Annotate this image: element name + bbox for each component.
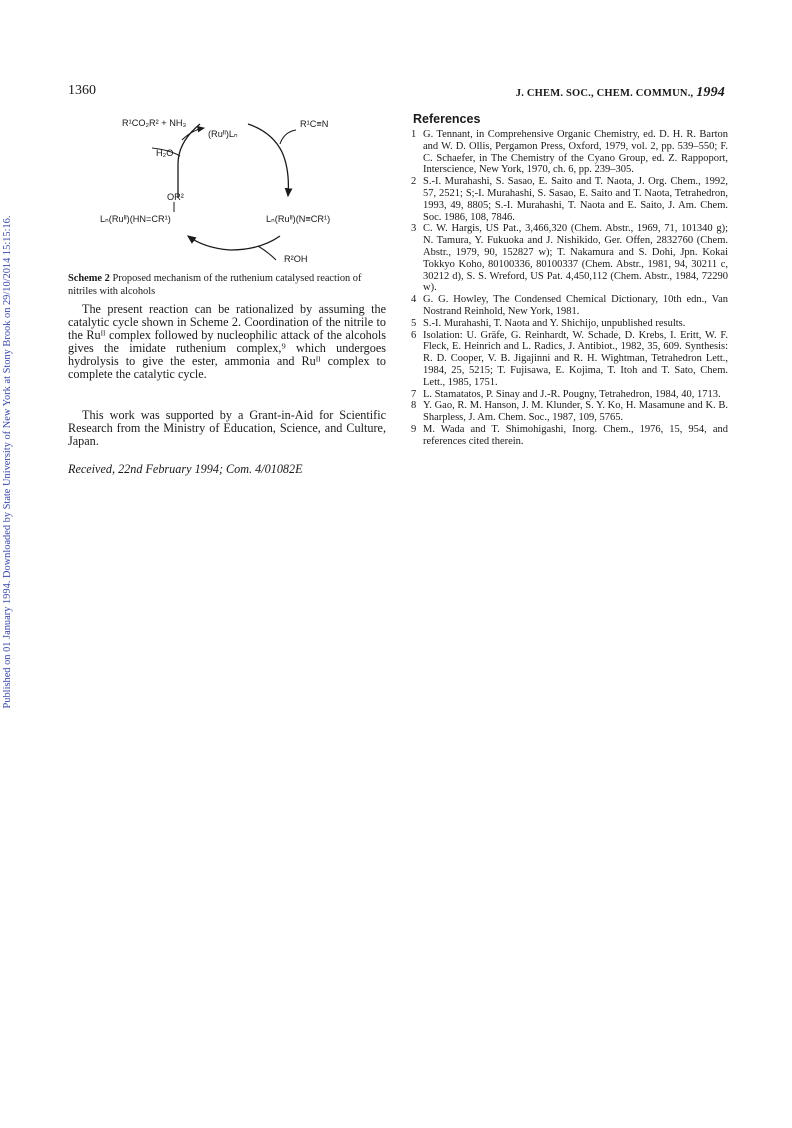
caption-text: Proposed mechanism of the ruthenium catalysed reaction of nitriles with alcohols [68, 273, 362, 297]
reference-text: L. Stamatatos, P. Sinay and J.-R. Pougny, Tetrahedron, 1984, 40, 1713. [423, 388, 721, 400]
journal-header [502, 85, 725, 101]
references-list [411, 129, 728, 448]
ester-ammonia-label: R¹CO₂R² + NH₃ [122, 118, 187, 128]
reference-text: Isolation: U. Gräfe, G. Reinhardt, W. Schade, D. Krebs, I. Eritt, W. F. Fleck, E. Heinrich and L. Radics, J. Antibiot., 1982, 35, 609. Synthesis: R. D. Cooper, V. B. Jigajinni and R. H. Wightman, Tetrahedron Lett., 1984, 25, 5215; T. Fujisawa, E. Kojima, T. Itoh and T. Sato, Chem. Lett., 1985, 1751. [423, 329, 728, 388]
journal-name: J. CHEM. SOC., CHEM. COMMUN., [515, 88, 694, 99]
reference-text: C. W. Hargis, US Pat., 3,466,320 (Chem. Abstr., 1969, 71, 101340 g); N. Tamura, Y. Fukuoka and J. Nishikido, Ger. Offen, 2832760 (Chem. Abstr., 1979, 90, 152827 w); T. Nakamura and S. Dohi, Jpn. Kokai Tokkyo Koho, 80100336, 80100337 (Chem. Abstr., 1981, 94, 30211 c, 30212 d), S. S. Wreford, US Pat. 4,450,112 (Chem. Abstr., 1984, 72290 w). [423, 223, 728, 294]
received-line: Received, 22nd February 1994; Com. 4/01082E [68, 462, 303, 476]
reference-text: S.-I. Murahashi, S. Sasao, E. Saito and T. Naota, J. Org. Chem., 1992, 57, 2521; S;-I. Murahashi, S. Sasao, E. Saito and T. Naota, Tetrahedron, 1993, 49, 8805; S.-I. Murahashi, T. Naota and E. Saito, J. Am. Chem. Soc. 1986, 108, 7846. [423, 176, 728, 223]
download-notice: Published on 01 January 1994. Downloaded by State University of New York at Stony Brook on 29/10/2014 15:15:16. [2, 215, 13, 709]
reference-item [411, 318, 728, 330]
alcohol-label: R²OH [284, 254, 308, 262]
reference-number: 3 [411, 223, 417, 235]
alcohol-in-line [258, 246, 276, 260]
water-label: H₂O [156, 148, 174, 158]
reference-text: G. G. Howley, The Condensed Chemical Dictionary, 10th edn., Van Nostrand Reinhold, New York, 1981. [423, 294, 728, 317]
nitrile-label: R¹C≡N [300, 119, 329, 129]
reference-number: 6 [411, 329, 417, 341]
nitrile-complex-label: Lₙ(Ruᴵᴵ)(N≡CR¹) [266, 214, 331, 224]
or2-label: OR² [167, 192, 184, 202]
reference-text: M. Wada and T. Shimohigashi, Inorg. Chem., 1976, 15, 954, and references cited therein. [423, 423, 728, 447]
catalytic-cycle-diagram [100, 112, 370, 262]
reference-number: 2 [411, 176, 417, 188]
reference-number: 4 [411, 294, 417, 306]
reference-item [411, 294, 728, 318]
reference-number: 5 [411, 317, 417, 329]
reference-item [411, 223, 728, 294]
reference-text: G. Tennant, in Comprehensive Organic Chemistry, ed. D. H. R. Barton and W. D. Ollis, Pergamon Press, Oxford, 1979, vol. 2, pp. 539–550; F. C. Schaefer, in The Chemistry of the Cyano Group, ed. Z. Rappoport, Interscience, New York, 1970, ch. 6, pp. 239–305. [423, 129, 728, 176]
reference-text: S.-I. Murahashi, T. Naota and Y. Shichijo, unpublished results. [423, 317, 686, 329]
scheme-caption [68, 272, 388, 298]
reference-item [411, 176, 728, 223]
reference-number: 7 [411, 388, 417, 400]
journal-year: 1994 [696, 85, 725, 100]
reference-item [411, 400, 728, 424]
catalyst-label: (Ruᴵᴵ)Lₙ [208, 129, 238, 139]
reference-text: Y. Gao, R. M. Hanson, J. M. Klunder, S. Y. Ko, H. Masamune and K. B. Sharpless, J. Am. Chem. Soc., 1987, 109, 5765. [423, 400, 728, 424]
body-paragraph-2: This work was supported by a Grant-in-Aid for Scientific Research from the Ministry of Education, Science, and Culture, Japan. [68, 408, 386, 449]
right-arc-arrow [248, 124, 288, 196]
left-arc [178, 124, 200, 198]
caption-label: Scheme 2 [68, 273, 110, 284]
reference-number: 9 [411, 423, 417, 435]
bottom-arc-arrow [188, 236, 280, 250]
reference-number: 1 [411, 129, 417, 140]
body-paragraph-1: The present reaction can be rationalized by assuming the catalytic cycle shown in Scheme 2. Coordination of the nitrile to the Ruᴵᴵ complex followed by nucleophilic attack of the alcohols gives the imidate ruthenium complex,⁹ which undergoes hydrolysis to give the ester, ammonia and Ruᴵᴵ complex to complete the catalytic cycle. [68, 302, 386, 382]
page-number: 1360 [68, 83, 96, 98]
reference-item [411, 424, 728, 448]
reference-item [411, 389, 728, 401]
nitrile-in-line [280, 130, 296, 144]
reference-item [411, 129, 728, 176]
reference-item [411, 330, 728, 389]
references-heading: References [413, 112, 481, 126]
imidate-complex-label: Lₙ(Ruᴵᴵ)(HN=CR¹) [100, 214, 171, 224]
reference-number: 8 [411, 400, 417, 412]
